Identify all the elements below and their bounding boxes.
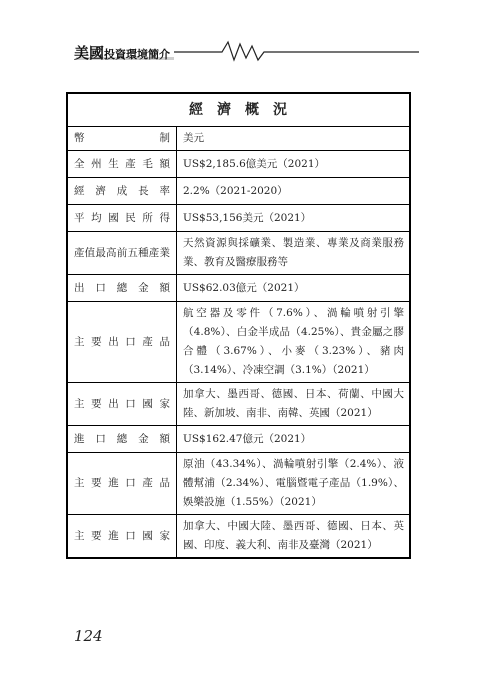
running-header — [74, 36, 419, 66]
row-label: 經濟成長率 — [67, 178, 177, 205]
table-row — [67, 178, 410, 205]
table-row — [67, 205, 410, 232]
row-value: 航空器及零件（7.6%）、渦輪噴射引擎（4.8%）、白金半成品（4.25%）、貴金屬之膠合體（3.67%）、小麥（3.23%）、豬肉（3.14%）、冷凍空調（3.1%）（2021） — [177, 302, 411, 383]
table-body — [67, 127, 410, 559]
row-value: 原油（43.34%）、渦輪噴射引擎（2.4%）、液體幫浦（2.34%）、電腦暨電子產品（1.9%）、娛樂設施（1.55%）（2021） — [177, 453, 411, 515]
table-row — [67, 426, 410, 453]
heartbeat-line-ornament — [74, 36, 419, 66]
table-row — [67, 275, 410, 302]
row-value: US$62.03億元（2021） — [177, 275, 411, 302]
row-label: 進口總金額 — [67, 426, 177, 453]
table-title: 經濟概況 — [67, 93, 410, 127]
row-label: 出口總金額 — [67, 275, 177, 302]
row-value: 2.2%（2021-2020） — [177, 178, 411, 205]
row-label: 主要進口產品 — [67, 453, 177, 515]
row-label: 全州生產毛額 — [67, 151, 177, 178]
table-row — [67, 151, 410, 178]
header-title-main: 美國 — [74, 44, 105, 62]
header-title-sub: 投資環境簡介 — [104, 48, 171, 61]
row-value: 加拿大、中國大陸、墨西哥、德國、日本、英國、印度、義大利、南非及臺灣（2021） — [177, 515, 411, 559]
page-number: 124 — [74, 627, 103, 645]
economic-overview-table — [66, 92, 411, 559]
row-value: 加拿大、墨西哥、德國、日本、荷蘭、中國大陸、新加坡、南非、南韓、英國（2021） — [177, 383, 411, 426]
row-label: 幣制 — [67, 127, 177, 151]
table-row — [67, 232, 410, 275]
table-title-row — [67, 93, 410, 127]
row-value: US$53,156美元（2021） — [177, 205, 411, 232]
row-label: 主要出口國家 — [67, 383, 177, 426]
table-row — [67, 383, 410, 426]
table-row — [67, 515, 410, 559]
row-value: 美元 — [177, 127, 411, 151]
table-row — [67, 127, 410, 151]
row-label: 主要進口國家 — [67, 515, 177, 559]
row-value: US$2,185.6億美元（2021） — [177, 151, 411, 178]
row-label: 平均國民所得 — [67, 205, 177, 232]
row-label: 產值最高前五種產業 — [67, 232, 177, 275]
row-value: 天然資源與採礦業、製造業、專業及商業服務業、教育及醫療服務等 — [177, 232, 411, 275]
table-row — [67, 453, 410, 515]
row-label: 主要出口產品 — [67, 302, 177, 383]
table-row — [67, 302, 410, 383]
row-value: US$162.47億元（2021） — [177, 426, 411, 453]
